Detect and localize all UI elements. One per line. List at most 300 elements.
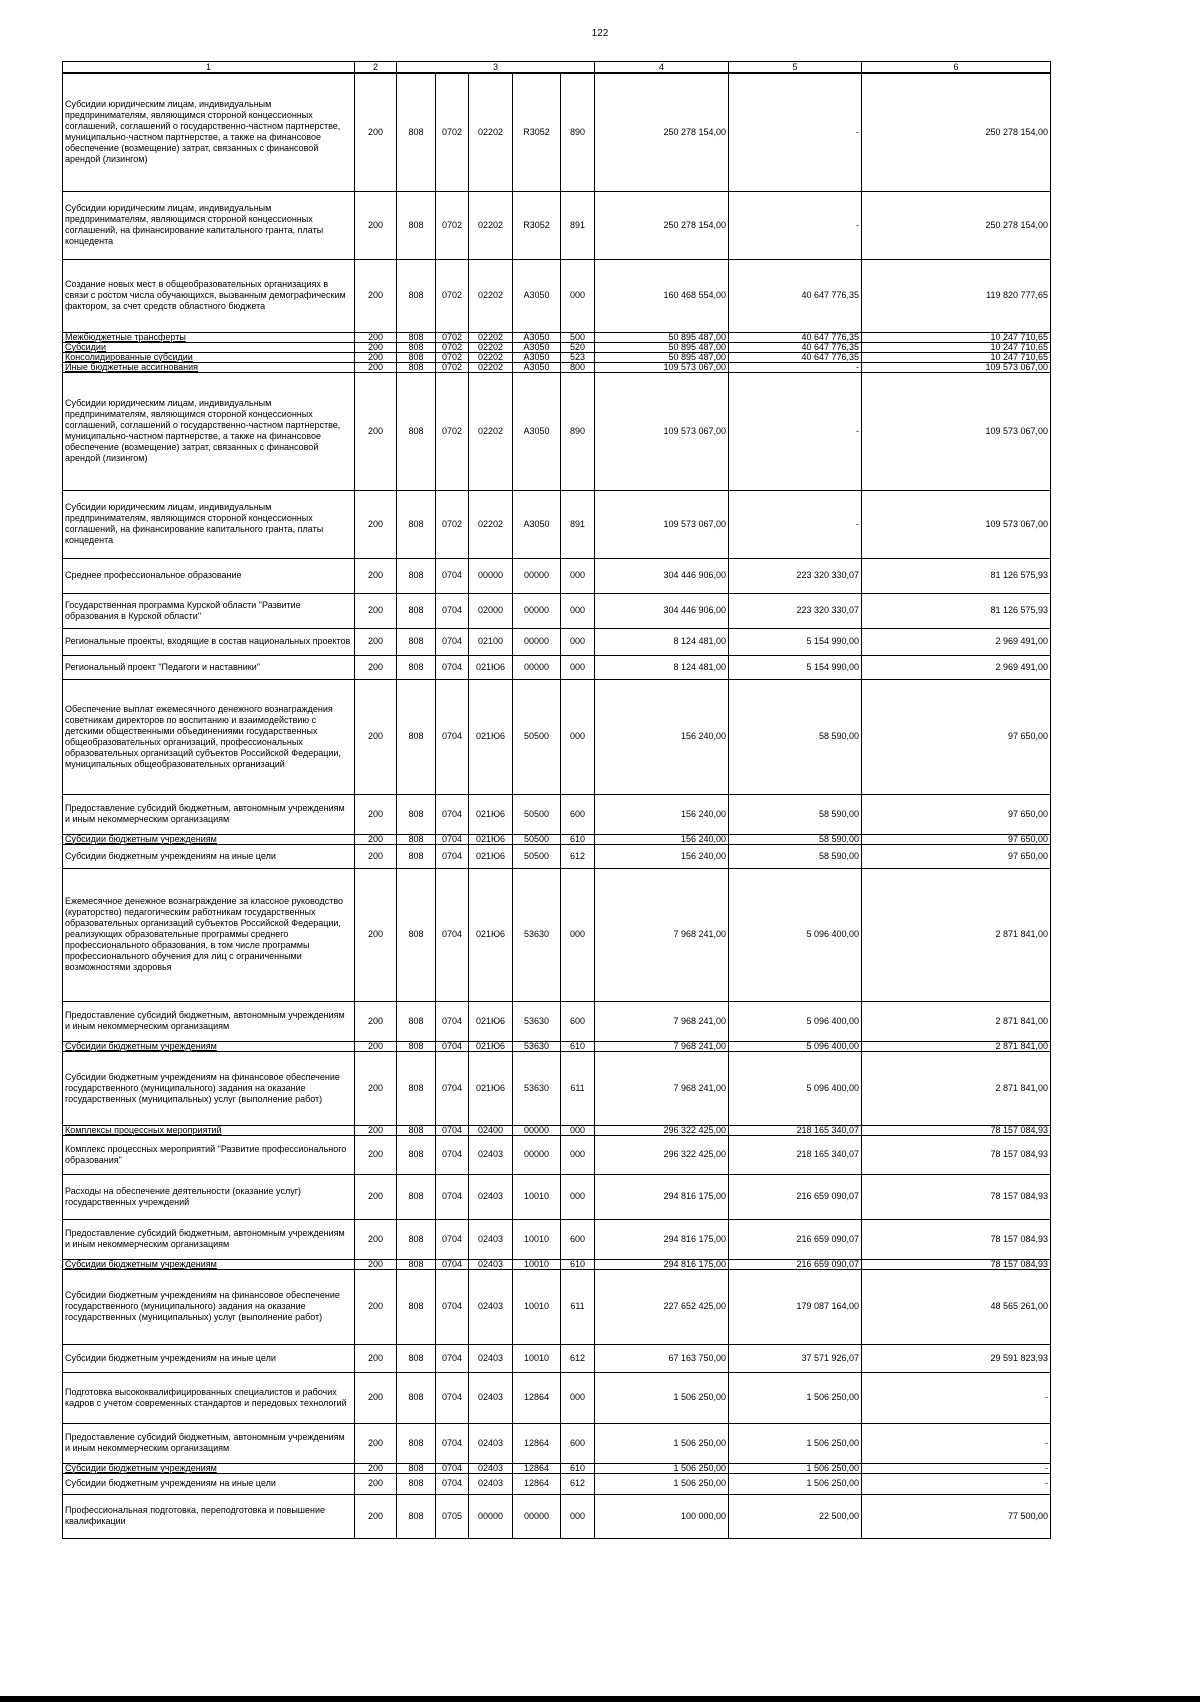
cell-direction: R3052 (513, 191, 561, 259)
cell-col-6-amount: 109 573 067,00 (862, 372, 1051, 490)
cell-grbs: 808 (397, 1259, 436, 1269)
cell-grbs: 808 (397, 372, 436, 490)
table-row (63, 342, 1051, 352)
table-row (63, 1473, 1051, 1494)
cell-col-5-amount: 40 647 776,35 (729, 259, 862, 332)
cell-col-4-amount: 156 240,00 (595, 844, 729, 868)
cell-section: 0704 (436, 1269, 469, 1344)
row-name: Субсидии бюджетным учреждениям (63, 1463, 355, 1473)
cell-grbs: 808 (397, 1041, 436, 1051)
cell-grbs: 808 (397, 191, 436, 259)
row-name: Подготовка высококвалифицированных специалистов и рабочих кадров с учетом современных стандартов и передовых технологий (63, 1372, 355, 1423)
cell-direction: 10010 (513, 1344, 561, 1372)
cell-col-2: 200 (355, 1463, 397, 1473)
cell-direction: 00000 (513, 628, 561, 655)
cell-col-4-amount: 50 895 487,00 (595, 332, 729, 342)
cell-grbs: 808 (397, 1344, 436, 1372)
cell-col-2: 200 (355, 490, 397, 558)
table-row (63, 1372, 1051, 1423)
cell-col-4-amount: 296 322 425,00 (595, 1125, 729, 1135)
cell-grbs: 808 (397, 1423, 436, 1463)
cell-direction: А3050 (513, 332, 561, 342)
cell-grbs: 808 (397, 868, 436, 1001)
cell-col-6-amount: 2 969 491,00 (862, 655, 1051, 679)
cell-expense-type: 000 (561, 1125, 595, 1135)
cell-expense-type: 500 (561, 332, 595, 342)
header-col-1: 1 (63, 62, 355, 74)
cell-col-2: 200 (355, 593, 397, 628)
cell-col-2: 200 (355, 834, 397, 844)
cell-col-2: 200 (355, 628, 397, 655)
cell-grbs: 808 (397, 1463, 436, 1473)
cell-direction: 50500 (513, 844, 561, 868)
cell-col-2: 200 (355, 73, 397, 191)
table-row (63, 362, 1051, 372)
cell-col-4-amount: 227 652 425,00 (595, 1269, 729, 1344)
cell-col-5-amount: 58 590,00 (729, 844, 862, 868)
cell-col-4-amount: 109 573 067,00 (595, 362, 729, 372)
table-row (63, 1001, 1051, 1041)
cell-section: 0702 (436, 73, 469, 191)
cell-col-5-amount: - (729, 191, 862, 259)
cell-col-6-amount: 109 573 067,00 (862, 490, 1051, 558)
cell-col-2: 200 (355, 372, 397, 490)
cell-col-6-amount: 81 126 575,93 (862, 593, 1051, 628)
cell-section: 0705 (436, 1494, 469, 1538)
cell-col-2: 200 (355, 558, 397, 593)
cell-col-2: 200 (355, 1372, 397, 1423)
cell-col-2: 200 (355, 1219, 397, 1259)
cell-col-6-amount: - (862, 1463, 1051, 1473)
cell-col-6-amount: 119 820 777,65 (862, 259, 1051, 332)
table-row (63, 191, 1051, 259)
row-name: Региональный проект "Педагоги и наставники" (63, 655, 355, 679)
table-row (63, 1219, 1051, 1259)
cell-section: 0704 (436, 558, 469, 593)
cell-col-5-amount: 40 647 776,35 (729, 352, 862, 362)
cell-section: 0704 (436, 1174, 469, 1219)
row-name: Иные бюджетные ассигнования (63, 362, 355, 372)
row-name: Региональные проекты, входящие в состав национальных проектов (63, 628, 355, 655)
cell-direction: 00000 (513, 593, 561, 628)
row-name: Субсидии юридическим лицам, индивидуальным предпринимателям, являющимся стороной концессионных соглашений, на финансирование капитального гранта, платы концедента (63, 490, 355, 558)
cell-grbs: 808 (397, 1494, 436, 1538)
cell-col-2: 200 (355, 362, 397, 372)
cell-expense-type: 891 (561, 490, 595, 558)
table-row (63, 1125, 1051, 1135)
cell-grbs: 808 (397, 834, 436, 844)
cell-direction: 00000 (513, 655, 561, 679)
cell-program: 02000 (469, 593, 513, 628)
cell-col-5-amount: 5 096 400,00 (729, 1041, 862, 1051)
cell-section: 0704 (436, 1423, 469, 1463)
cell-grbs: 808 (397, 332, 436, 342)
row-name: Субсидии бюджетным учреждениям на финансовое обеспечение государственного (муниципального) задания на оказание государственных (муниципальных) услуг (выполнение работ) (63, 1051, 355, 1125)
cell-expense-type: 600 (561, 1423, 595, 1463)
cell-expense-type: 520 (561, 342, 595, 352)
cell-section: 0704 (436, 794, 469, 834)
cell-col-4-amount: 304 446 906,00 (595, 593, 729, 628)
cell-program: 02202 (469, 362, 513, 372)
cell-section: 0704 (436, 1372, 469, 1423)
table-row (63, 868, 1051, 1001)
cell-direction: R3052 (513, 73, 561, 191)
cell-col-4-amount: 100 000,00 (595, 1494, 729, 1538)
row-name: Субсидии (63, 342, 355, 352)
cell-expense-type: 000 (561, 868, 595, 1001)
cell-section: 0704 (436, 679, 469, 794)
row-name: Субсидии бюджетным учреждениям (63, 1259, 355, 1269)
cell-direction: 53630 (513, 868, 561, 1001)
cell-grbs: 808 (397, 259, 436, 332)
cell-col-6-amount: - (862, 1473, 1051, 1494)
cell-col-6-amount: - (862, 1423, 1051, 1463)
cell-direction: 12864 (513, 1423, 561, 1463)
cell-col-4-amount: 296 322 425,00 (595, 1135, 729, 1174)
cell-grbs: 808 (397, 490, 436, 558)
cell-col-6-amount: 250 278 154,00 (862, 73, 1051, 191)
row-name: Обеспечение выплат ежемесячного денежного вознаграждения советникам директоров по воспитанию и взаимодействию с детскими общественными объединениями государственных общеобразовательных организаций, профессиональных образовательных организаций субъектов Российской Федерации, муниципальных общеобразовательных организаций (63, 679, 355, 794)
cell-section: 0704 (436, 1344, 469, 1372)
table-header-row (63, 62, 1051, 74)
cell-col-5-amount: 216 659 090,07 (729, 1219, 862, 1259)
cell-section: 0704 (436, 655, 469, 679)
cell-grbs: 808 (397, 1219, 436, 1259)
cell-expense-type: 000 (561, 593, 595, 628)
cell-col-4-amount: 8 124 481,00 (595, 628, 729, 655)
cell-col-6-amount: 250 278 154,00 (862, 191, 1051, 259)
row-name: Субсидии бюджетным учреждениям на финансовое обеспечение государственного (муниципального) задания на оказание государственных (муниципальных) услуг (выполнение работ) (63, 1269, 355, 1344)
cell-direction: 50500 (513, 679, 561, 794)
cell-col-5-amount: 5 154 990,00 (729, 655, 862, 679)
cell-col-6-amount: 81 126 575,93 (862, 558, 1051, 593)
cell-grbs: 808 (397, 655, 436, 679)
cell-expense-type: 611 (561, 1051, 595, 1125)
cell-col-5-amount: 1 506 250,00 (729, 1372, 862, 1423)
cell-col-5-amount: 1 506 250,00 (729, 1423, 862, 1463)
cell-col-4-amount: 160 468 554,00 (595, 259, 729, 332)
cell-col-5-amount: - (729, 490, 862, 558)
cell-grbs: 808 (397, 352, 436, 362)
cell-col-5-amount: - (729, 372, 862, 490)
row-name: Создание новых мест в общеобразовательных организациях в связи с ростом числа обучающихся, вызванным демографическим фактором, за счет средств областного бюджета (63, 259, 355, 332)
cell-direction: 10010 (513, 1174, 561, 1219)
cell-direction: 50500 (513, 834, 561, 844)
header-col-6: 6 (862, 62, 1051, 74)
cell-col-5-amount: 5 096 400,00 (729, 868, 862, 1001)
cell-expense-type: 612 (561, 844, 595, 868)
cell-col-6-amount: 10 247 710,65 (862, 342, 1051, 352)
cell-program: 021Ю6 (469, 1051, 513, 1125)
row-name: Расходы на обеспечение деятельности (оказание услуг) государственных учреждений (63, 1174, 355, 1219)
cell-section: 0704 (436, 593, 469, 628)
cell-col-6-amount: 78 157 084,93 (862, 1259, 1051, 1269)
cell-col-5-amount: 223 320 330,07 (729, 558, 862, 593)
cell-col-4-amount: 1 506 250,00 (595, 1372, 729, 1423)
cell-col-2: 200 (355, 1041, 397, 1051)
cell-col-4-amount: 109 573 067,00 (595, 372, 729, 490)
cell-direction: А3050 (513, 490, 561, 558)
cell-col-2: 200 (355, 868, 397, 1001)
cell-grbs: 808 (397, 1125, 436, 1135)
cell-col-6-amount: 109 573 067,00 (862, 362, 1051, 372)
cell-col-2: 200 (355, 332, 397, 342)
table-row (63, 1269, 1051, 1344)
cell-col-2: 200 (355, 259, 397, 332)
cell-col-5-amount: 1 506 250,00 (729, 1463, 862, 1473)
cell-program: 021Ю6 (469, 655, 513, 679)
cell-expense-type: 800 (561, 362, 595, 372)
cell-direction: 12864 (513, 1473, 561, 1494)
table-row (63, 259, 1051, 332)
cell-expense-type: 611 (561, 1269, 595, 1344)
cell-expense-type: 610 (561, 1463, 595, 1473)
cell-program: 021Ю6 (469, 794, 513, 834)
cell-expense-type: 000 (561, 259, 595, 332)
cell-col-4-amount: 1 506 250,00 (595, 1473, 729, 1494)
cell-direction: 00000 (513, 558, 561, 593)
cell-program: 021Ю6 (469, 679, 513, 794)
cell-col-5-amount: 216 659 090,07 (729, 1259, 862, 1269)
cell-col-4-amount: 7 968 241,00 (595, 868, 729, 1001)
cell-direction: А3050 (513, 372, 561, 490)
cell-col-6-amount: 97 650,00 (862, 834, 1051, 844)
cell-col-4-amount: 50 895 487,00 (595, 352, 729, 362)
cell-program: 02202 (469, 372, 513, 490)
cell-section: 0704 (436, 1051, 469, 1125)
cell-program: 02202 (469, 342, 513, 352)
cell-col-5-amount: 179 087 164,00 (729, 1269, 862, 1344)
cell-col-2: 200 (355, 1494, 397, 1538)
cell-col-4-amount: 50 895 487,00 (595, 342, 729, 352)
cell-section: 0702 (436, 352, 469, 362)
row-name: Предоставление субсидий бюджетным, автономным учреждениям и иным некоммерческим организациям (63, 1423, 355, 1463)
cell-col-5-amount: 22 500,00 (729, 1494, 862, 1538)
cell-expense-type: 000 (561, 1174, 595, 1219)
cell-col-4-amount: 294 816 175,00 (595, 1174, 729, 1219)
header-col-2: 2 (355, 62, 397, 74)
cell-expense-type: 000 (561, 1135, 595, 1174)
cell-program: 02202 (469, 490, 513, 558)
cell-col-5-amount: 218 165 340,07 (729, 1135, 862, 1174)
cell-section: 0702 (436, 259, 469, 332)
row-name: Субсидии бюджетным учреждениям (63, 1041, 355, 1051)
cell-col-5-amount: 216 659 090,07 (729, 1174, 862, 1219)
cell-expense-type: 600 (561, 794, 595, 834)
cell-grbs: 808 (397, 628, 436, 655)
cell-section: 0704 (436, 1125, 469, 1135)
cell-col-5-amount: 5 096 400,00 (729, 1001, 862, 1041)
row-name: Межбюджетные трансферты (63, 332, 355, 342)
cell-col-4-amount: 304 446 906,00 (595, 558, 729, 593)
cell-col-6-amount: 10 247 710,65 (862, 332, 1051, 342)
cell-section: 0702 (436, 362, 469, 372)
cell-col-5-amount: 58 590,00 (729, 794, 862, 834)
table-row (63, 558, 1051, 593)
row-name: Субсидии юридическим лицам, индивидуальным предпринимателям, являющимся стороной концессионных соглашений, соглашений о государственно-частном партнерстве, муниципально-частном партнерстве, а также на финансовое обеспечение (возмещение) затрат, связанных с финансовой арендой (лизингом) (63, 372, 355, 490)
cell-program: 021Ю6 (469, 1041, 513, 1051)
cell-section: 0704 (436, 834, 469, 844)
row-name: Государственная программа Курской области "Развитие образования в Курской области" (63, 593, 355, 628)
cell-col-5-amount: - (729, 362, 862, 372)
cell-col-2: 200 (355, 1259, 397, 1269)
cell-col-4-amount: 7 968 241,00 (595, 1041, 729, 1051)
cell-col-2: 200 (355, 794, 397, 834)
bottom-edge-bar (0, 1696, 1200, 1702)
table-row (63, 1259, 1051, 1269)
cell-col-2: 200 (355, 1473, 397, 1494)
cell-direction: 00000 (513, 1125, 561, 1135)
table-row (63, 844, 1051, 868)
cell-expense-type: 610 (561, 834, 595, 844)
cell-col-5-amount: 40 647 776,35 (729, 332, 862, 342)
cell-program: 02100 (469, 628, 513, 655)
cell-section: 0704 (436, 1041, 469, 1051)
cell-program: 02403 (469, 1174, 513, 1219)
cell-col-5-amount: 223 320 330,07 (729, 593, 862, 628)
cell-col-2: 200 (355, 1344, 397, 1372)
row-name: Консолидированные субсидии (63, 352, 355, 362)
row-name: Предоставление субсидий бюджетным, автономным учреждениям и иным некоммерческим организациям (63, 1001, 355, 1041)
cell-grbs: 808 (397, 558, 436, 593)
cell-section: 0702 (436, 332, 469, 342)
cell-program: 02403 (469, 1135, 513, 1174)
cell-direction: 53630 (513, 1051, 561, 1125)
cell-col-5-amount: 5 096 400,00 (729, 1051, 862, 1125)
cell-program: 02403 (469, 1269, 513, 1344)
cell-expense-type: 523 (561, 352, 595, 362)
cell-col-6-amount: 2 871 841,00 (862, 1001, 1051, 1041)
table-row (63, 679, 1051, 794)
table-row (63, 834, 1051, 844)
cell-col-4-amount: 250 278 154,00 (595, 73, 729, 191)
cell-section: 0704 (436, 1463, 469, 1473)
cell-col-6-amount: 78 157 084,93 (862, 1125, 1051, 1135)
cell-col-2: 200 (355, 342, 397, 352)
cell-col-5-amount: 58 590,00 (729, 834, 862, 844)
cell-expense-type: 610 (561, 1041, 595, 1051)
cell-direction: 53630 (513, 1001, 561, 1041)
cell-col-5-amount: 40 647 776,35 (729, 342, 862, 352)
cell-col-2: 200 (355, 1135, 397, 1174)
table-body (63, 73, 1051, 1538)
cell-col-2: 200 (355, 655, 397, 679)
cell-col-2: 200 (355, 352, 397, 362)
cell-col-4-amount: 294 816 175,00 (595, 1219, 729, 1259)
budget-table (62, 61, 1051, 1539)
cell-col-2: 200 (355, 1423, 397, 1463)
cell-expense-type: 000 (561, 1372, 595, 1423)
cell-expense-type: 000 (561, 628, 595, 655)
row-name: Субсидии бюджетным учреждениям на иные цели (63, 1473, 355, 1494)
cell-col-6-amount: 10 247 710,65 (862, 352, 1051, 362)
cell-col-6-amount: 77 500,00 (862, 1494, 1051, 1538)
cell-direction: 00000 (513, 1135, 561, 1174)
cell-section: 0704 (436, 628, 469, 655)
row-name: Предоставление субсидий бюджетным, автономным учреждениям и иным некоммерческим организациям (63, 794, 355, 834)
cell-expense-type: 612 (561, 1344, 595, 1372)
cell-section: 0702 (436, 342, 469, 352)
table-row (63, 628, 1051, 655)
cell-program: 02202 (469, 259, 513, 332)
cell-col-2: 200 (355, 679, 397, 794)
cell-expense-type: 890 (561, 73, 595, 191)
row-name: Профессиональная подготовка, переподготовка и повышение квалификации (63, 1494, 355, 1538)
cell-col-5-amount: 5 154 990,00 (729, 628, 862, 655)
cell-col-4-amount: 1 506 250,00 (595, 1463, 729, 1473)
cell-col-2: 200 (355, 844, 397, 868)
cell-expense-type: 891 (561, 191, 595, 259)
cell-program: 02202 (469, 332, 513, 342)
cell-grbs: 808 (397, 1135, 436, 1174)
cell-col-6-amount: 2 871 841,00 (862, 1041, 1051, 1051)
cell-col-4-amount: 1 506 250,00 (595, 1423, 729, 1463)
cell-direction: 12864 (513, 1372, 561, 1423)
cell-section: 0704 (436, 1001, 469, 1041)
cell-col-4-amount: 156 240,00 (595, 834, 729, 844)
table-row (63, 1423, 1051, 1463)
cell-program: 00000 (469, 558, 513, 593)
cell-section: 0702 (436, 490, 469, 558)
cell-col-2: 200 (355, 1001, 397, 1041)
cell-program: 02403 (469, 1219, 513, 1259)
cell-expense-type: 600 (561, 1001, 595, 1041)
cell-col-6-amount: 78 157 084,93 (862, 1174, 1051, 1219)
cell-program: 02403 (469, 1463, 513, 1473)
cell-col-2: 200 (355, 1269, 397, 1344)
table-row (63, 1174, 1051, 1219)
cell-program: 02403 (469, 1473, 513, 1494)
cell-program: 02403 (469, 1423, 513, 1463)
cell-col-4-amount: 250 278 154,00 (595, 191, 729, 259)
cell-col-6-amount: 97 650,00 (862, 679, 1051, 794)
row-name: Ежемесячное денежное вознаграждение за классное руководство (кураторство) педагогическим работникам государственных образовательных организаций субъектов Российской Федерации, реализующих образовательные программы среднего профессионального образования, в том числе программы профессионального обучения для лиц с ограниченными возможностями здоровья (63, 868, 355, 1001)
table-row (63, 1344, 1051, 1372)
cell-section: 0704 (436, 1219, 469, 1259)
cell-col-4-amount: 294 816 175,00 (595, 1259, 729, 1269)
page-number: 122 (591, 28, 609, 39)
cell-grbs: 808 (397, 1051, 436, 1125)
cell-col-6-amount: 48 565 261,00 (862, 1269, 1051, 1344)
cell-col-6-amount: 97 650,00 (862, 794, 1051, 834)
cell-expense-type: 610 (561, 1259, 595, 1269)
cell-program: 00000 (469, 1494, 513, 1538)
cell-program: 02403 (469, 1372, 513, 1423)
cell-direction: 53630 (513, 1041, 561, 1051)
table-row (63, 1135, 1051, 1174)
row-name: Субсидии бюджетным учреждениям на иные цели (63, 1344, 355, 1372)
cell-expense-type: 890 (561, 372, 595, 490)
cell-col-6-amount: 78 157 084,93 (862, 1135, 1051, 1174)
cell-grbs: 808 (397, 1473, 436, 1494)
cell-program: 021Ю6 (469, 844, 513, 868)
cell-grbs: 808 (397, 1269, 436, 1344)
cell-grbs: 808 (397, 794, 436, 834)
cell-col-6-amount: 2 969 491,00 (862, 628, 1051, 655)
cell-section: 0704 (436, 1135, 469, 1174)
cell-col-6-amount: 29 591 823,93 (862, 1344, 1051, 1372)
cell-grbs: 808 (397, 73, 436, 191)
cell-col-4-amount: 7 968 241,00 (595, 1001, 729, 1041)
header-col-4: 4 (595, 62, 729, 74)
row-name: Комплекс процессных мероприятий "Развитие профессионального образования" (63, 1135, 355, 1174)
cell-col-6-amount: 97 650,00 (862, 844, 1051, 868)
cell-program: 021Ю6 (469, 834, 513, 844)
cell-direction: 12864 (513, 1463, 561, 1473)
cell-program: 02202 (469, 73, 513, 191)
cell-expense-type: 000 (561, 679, 595, 794)
header-col-3: 3 (397, 62, 595, 74)
